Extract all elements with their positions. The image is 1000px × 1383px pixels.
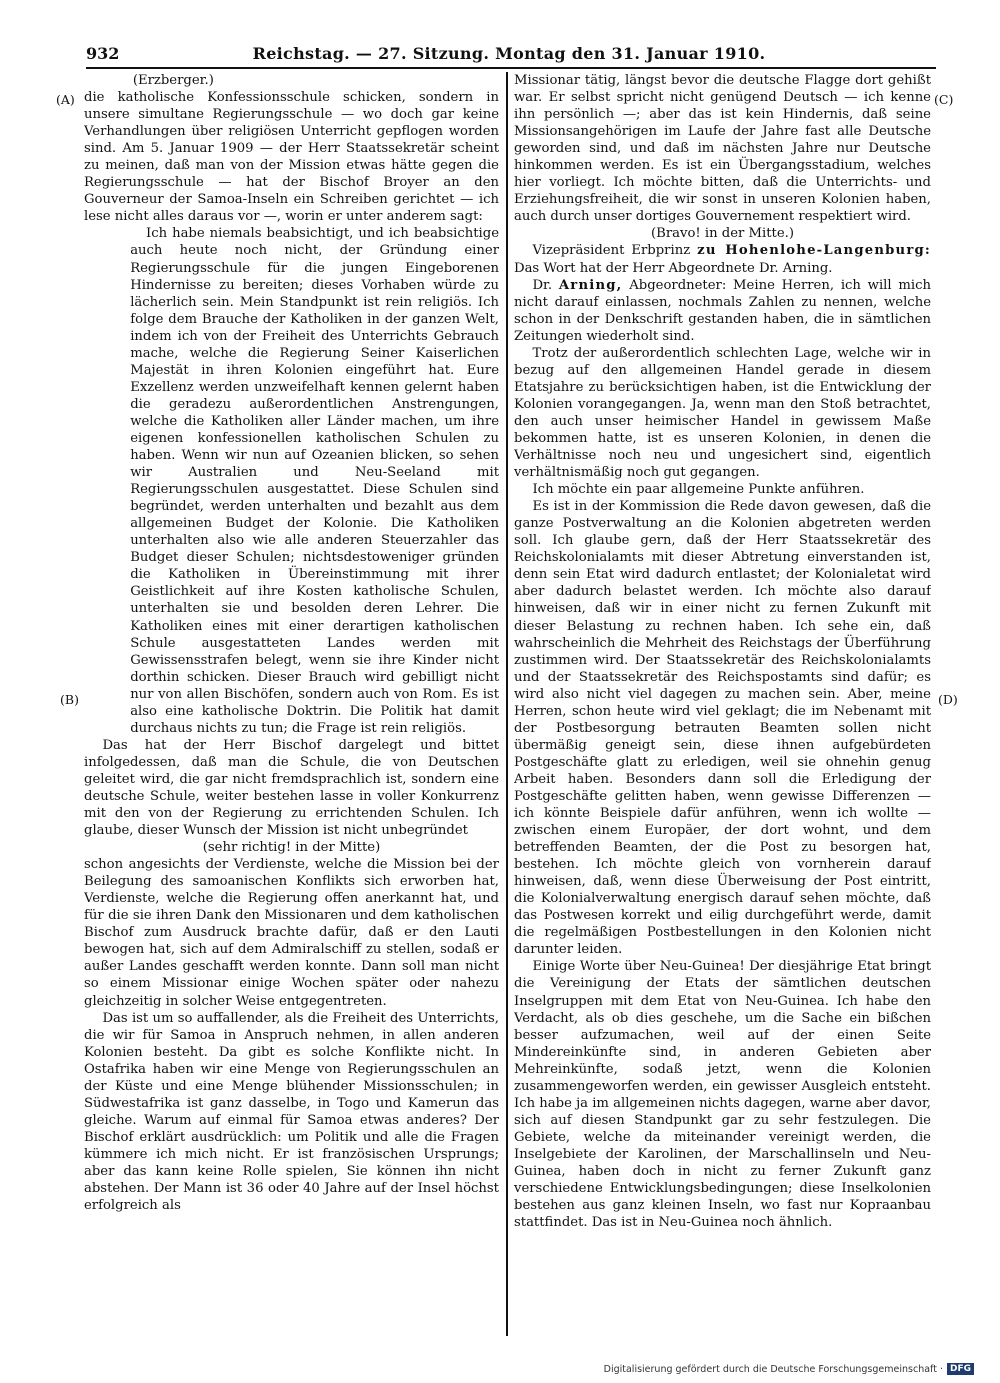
paragraph: Das ist um so auffallender, als die Freiheit des Unterrichts, die wir für Samoa in Anspruch nehmen, in allen anderen Kolonien besteht. Da gibt es solche Konflikte nicht. In Ostafrika haben wir eine Menge von Regierungsschulen an der Küste und eine Menge blühender Missionsschulen; in Südwestafrika ist ganz dasselbe, in Togo und Kamerun das gleiche. Warum auf einmal für Samoa etwas anderes? Der Bischof erklärt ausdrücklich: um Politik und alle die Fragen kümmere ich mich nicht. Er ist französischen Ursprungs; aber das kann keine Rolle spielen, Sie können ihn nicht abstehen. Der Mann ist 36 oder 40 Jahre auf der Insel höchst erfolgreich als [84, 1010, 499, 1214]
paragraph: Trotz der außerordentlich schlechten Lage, welche wir in bezug auf den allgemeinen Handel gerade in diesem Etatsjahre zu berücksichtigen haben, ist die Entwicklung der Kolonien vorangegangen. Ja, wenn man den Stoß betrachtet, den auch unser heimischer Handel in gewissem Maße bekommen hatte, ist es unseren Kolonien, in denen die Verhältnisse noch neu und ungesichert sind, eigentlich verhältnismäßig noch gut gegangen. [514, 345, 931, 481]
header-rule [86, 67, 936, 69]
speech-opening [514, 277, 931, 345]
margin-mark-a: (A) [56, 92, 75, 107]
digitization-footer [604, 1363, 974, 1375]
speaker-continued: (Erzberger.) [132, 73, 214, 88]
footer-text: Digitalisierung gefördert durch die Deutsche Forschungsgemeinschaft · [603, 1363, 943, 1375]
paragraph: Das hat der Herr Bischof dargelegt und bittet infolgedessen, daß man die Schule, die von Deutschen geleitet wird, die gar nicht fremdsprachlich ist, sondern eine deutsche Schule, weiter bestehen lasse in voller Konkurrenz mit den von der Regierung zu errichtenden Schulen. Ich glaube, dieser Wunsch der Mission ist nicht unbegründet [84, 737, 499, 839]
speech-text: Abgeordneter: Meine Herren, ich will mich nicht darauf einlassen, nochmals Zahlen zu nennen, welche schon in der Denkschrift gestanden haben, die in sämtlichen Zeitungen wiederholt sind. [514, 277, 931, 344]
vice-president-name: zu Hohenlohe-Langenburg: [697, 243, 931, 259]
paragraph: die katholische Konfessionsschule schicken, sondern in unsere simultane Regierungsschule — wo doch gar keine Verhandlungen über religiösen Unterricht gepflogen worden sind. Am 5. Januar 1909 — der Herr Staatssekretär scheint zu meinen, daß man von der Mission etwas hätte gegen die Regierungsschule — hat der Bischof Broyer an den Gouverneur der Samoa-Inseln ein Schreiben gerichtet — ich lese nicht alles daraus vor —, worin er unter anderem sagt: [84, 90, 499, 225]
vice-president-intro: Vizepräsident Erbprinz [532, 243, 691, 259]
paragraph: Ich möchte ein paar allgemeine Punkte anführen. [532, 482, 865, 498]
page-header [86, 44, 932, 66]
margin-mark-d: (D) [938, 692, 958, 707]
speaker-prefix: Dr. [532, 277, 553, 293]
margin-mark-b: (B) [60, 692, 79, 707]
paragraph: schon angesichts der Verdienste, welche die Mission bei der Beilegung des samoanischen Konflikts sich erworben hat, Verdienste, welche die Regierung offen anerkannt hat, und für die sie ihren Dank den Missionaren und dem katholischen Bischof zum Ausdruck brachte dafür, daß er den Lauti bewogen hat, sich auf dem Admiralschiff zu stellen, sodaß er außer Landes geschafft werden konnte. Dann soll man nicht so einem Missionar einige Wochen später oder nahezu gleichzeitig in solcher Weise entgegentreten. [84, 857, 499, 1009]
interjection: (Bravo! in der Mitte.) [651, 226, 794, 242]
paragraph: Missionar tätig, längst bevor die deutsche Flagge dort gehißt war. Er selbst spricht nicht genügend Deutsch — ich kenne ihn persönlich —; aber das ist kein Hindernis, daß seine Missionsangehörigen im Laufe der Jahre fast alle Deutsche geworden sind, und daß im nächsten Jahre nur Deutsche hinkommen werden. Es ist ein Übergangsstadium, welches hier vorliegt. Ich möchte bitten, daß die Unterrichts- und Erziehungsfreiheit, die wir sonst in unseren Kolonien haben, auch durch unser dortiges Gouvernement respektiert wird. [514, 73, 931, 225]
page-number: 932 [86, 44, 120, 63]
left-column [84, 72, 499, 1327]
dfg-logo: DFG [947, 1363, 974, 1375]
page-title: Reichstag. — 27. Sitzung. Montag den 31. Januar 1910. [252, 44, 766, 63]
interjection: (sehr richtig! in der Mitte) [202, 840, 381, 856]
speaker-name: Arning, [558, 277, 623, 293]
paragraph: Einige Worte über Neu-Guinea! Der diesjährige Etat bringt die Vereinigung der Etats der sämtlichen deutschen Inselgruppen mit dem Etat von Neu-Guinea. Ich habe den Verdacht, als ob dies geschehe, um die Sache ein bißchen besser aufzumachen, weil auf der einen Seite Mindereinkünfte sind, in anderen Gebieten aber Mehreinkünfte, sodaß jetzt, wenn die Kolonien zusammengeworfen werden, ein gewisser Ausgleich entsteht. Ich habe ja im allgemeinen nichts dagegen, warne aber davor, sich auf diesen Standpunkt gar zu sehr festzulegen. Die Gebiete, welche da miteinander vereinigt werden, die Inselgebiete der Karolinen, der Marschallinseln und Neu-Guinea, haben doch in nicht zu ferner Zukunft ganz verschiedene Entwicklungsbedingungen; diese Inselkolonien bestehen aus ganz kleinen Inseln, wo fast nur Kopraanbau stattfindet. Das ist in Neu-Guinea noch ähnlich. [514, 959, 931, 1231]
bishop-quote: Ich habe niemals beabsichtigt, und ich beabsichtige auch heute noch nicht, der Gründung einer Regierungsschule für die jungen Eingeborenen Hindernisse zu bereiten; dieses Vorhaben würde zu lächerlich sein. Mein Standpunkt ist rein religiös. Ich folge dem Brauche der Katholiken in der ganzen Welt, indem ich von der Freiheit des Unterrichts Gebrauch mache, welche die Regierung Seiner Kaiserlichen Majestät in ihren Kolonien eingeführt hat. Eure Exzellenz werden unzweifelhaft kennen gelernt haben die geradezu außerordentlichen Anstrengungen, welche die Katholiken aller Länder machen, um ihre eigenen konfessionellen katholischen Schulen zu haben. Wenn wir nun auf Ozeanien blicken, so sehen wir Australien und Neu-Seeland mit Regierungsschulen ausgestattet. Diese Schulen sind begründet, werden unterhalten und bezahlt aus dem allgemeinen Budget der Kolonie. Die Katholiken unterhalten also wie alle anderen Steuerzahler das Budget dieser Schulen; nichtsdestoweniger gründen die Katholiken in Übereinstimmung mit ihrer Geistlichkeit auf ihre Kosten katholische Schulen, unterhalten sie und besolden deren Lehrer. Die Katholiken eines mit einer derartigen katholischen Schule ausgestatteten Landes werden mit Gewissensstrafen belegt, wenn sie ihre Kinder nicht dorthin schicken. Dieser Brauch wird gebilligt nicht nur von allen Bischöfen, sondern auch von Rom. Es ist also eine katholische Doktrin. Die Politik hat damit durchaus nichts zu tun; die Frage ist rein religiös. [130, 226, 499, 736]
vice-president-statement [514, 242, 931, 276]
paragraph: Es ist in der Kommission die Rede davon gewesen, daß die ganze Postverwaltung an die Kolonien abgetreten werden soll. Ich glaube gern, daß der Herr Staatssekretär des Reichskolonialamts mit dieser Abtretung einverstanden ist, denn sein Etat wird dadurch entlastet; der Kolonialetat wird aber dadurch belastet werden. Ich möchte also darauf hinweisen, daß wir in einer nicht zu fernen Zukunft mit dieser Belastung zu rechnen haben. Ich sehe ein, daß wahrscheinlich die Mehrheit des Reichstags der Überführung zustimmen wird. Der Staatssekretär des Reichskolonialamts und der Staatssekretär des Reichspostamts sind dafür; es wird also nicht viel dagegen zu machen sein. Aber, meine Herren, schon heute wird viel geklagt; die im Nebenamt mit der Postbesorgung betrauten Beamten sollen nicht übermäßig geneigt sein, diese ihnen aufgebürdeten Postgeschäfte glatt zu erledigen, weil sie ohnehin genug Arbeit haben. Besonders dann soll die Erledigung der Postgeschäfte gelitten haben, wenn gewisse Differenzen — ich könnte Beispiele dafür anführen, wenn ich wollte — zwischen einem Europäer, der dort wohnt, und dem betreffenden Beamten, der die Post zu besorgen hat, bestehen. Ich möchte gleich von vornherein darauf hinweisen, daß, wenn diese Überweisung der Post eintritt, die Kolonialverwaltung energisch darauf sehen möchte, daß das Postwesen korrekt und eilig durchgeführt werde, damit die regelmäßigen Postbestellungen in den Kolonien nicht darunter leiden. [514, 499, 931, 958]
right-column [514, 72, 931, 1327]
column-divider [506, 72, 508, 1336]
vice-president-text: Das Wort hat der Herr Abgeordnete Dr. Arning. [514, 260, 833, 276]
margin-mark-c: (C) [934, 92, 954, 107]
